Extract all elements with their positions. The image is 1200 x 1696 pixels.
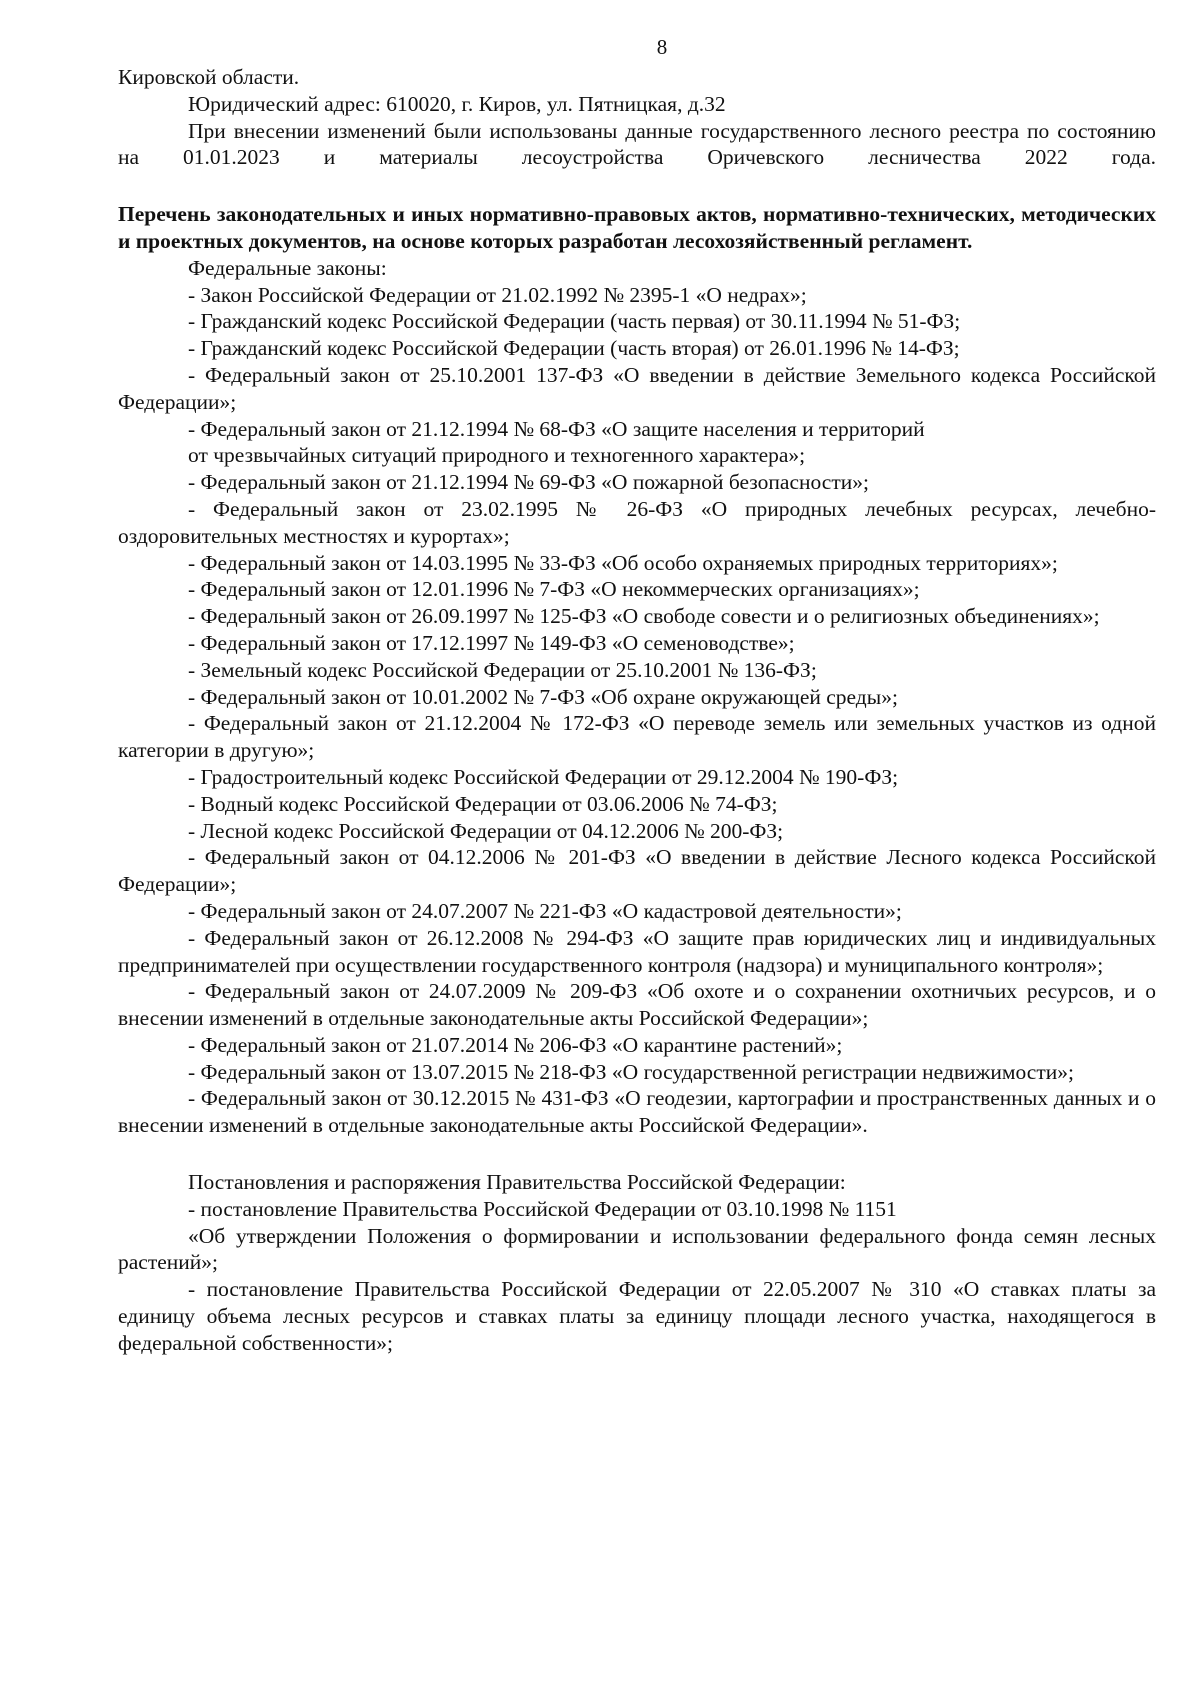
law-item: - Федеральный закон от 17.12.1997 № 149-ФЗ «О семеноводстве»;: [188, 630, 795, 655]
law-item: - Федеральный закон от 26.09.1997 № 125-ФЗ «О свободе совести и о религиозных объединениях»;: [188, 604, 1100, 629]
law-item: - Гражданский кодекс Российской Федерации (часть вторая) от 26.01.1996 № 14-ФЗ;: [188, 336, 960, 361]
government-item-2: - постановление Правительства Российской Федерации от 22.05.2007 № 310 «О ставках платы за единицу объема лесных ресурсов и ставках платы за единицу площади лесного участка, находящегося в федеральной собственности»;: [118, 1277, 1156, 1355]
law-item: - Федеральный закон от 24.07.2007 № 221-ФЗ «О кадастровой деятельности»;: [188, 898, 902, 923]
government-item-1-line-2: «Об утверждении Положения о формировании и использовании федерального фонда семян лесных растений»;: [118, 1223, 1156, 1275]
law-item: - Лесной кодекс Российской Федерации от 04.12.2006 № 200-ФЗ;: [188, 818, 784, 843]
law-item: - Федеральный закон от 12.01.1996 № 7-ФЗ «О некоммерческих организациях»;: [188, 577, 920, 602]
law-item: - Земельный кодекс Российской Федерации от 25.10.2001 № 136-ФЗ;: [188, 657, 817, 682]
law-item: - Федеральный закон от 21.12.2004 № 172-ФЗ «О переводе земель или земельных участков из одной категории в другую»;: [118, 711, 1156, 763]
law-item: - Водный кодекс Российской Федерации от 03.06.2006 № 74-ФЗ;: [188, 791, 778, 816]
law-item: - Градостроительный кодекс Российской Федерации от 29.12.2004 № 190-ФЗ;: [188, 764, 899, 789]
law-item-continuation: от чрезвычайных ситуаций природного и техногенного характера»;: [188, 443, 806, 468]
law-item: - Федеральный закон от 21.12.1994 № 68-ФЗ «О защите населения и территорий: [188, 416, 925, 441]
law-item: - Федеральный закон от 30.12.2015 № 431-ФЗ «О геодезии, картографии и пространственных данных и о внесении изменений в отдельные законодательные акты Российской Федерации».: [118, 1086, 1156, 1138]
federal-laws-list: [118, 282, 1156, 1140]
government-title: Постановления и распоряжения Правительства Российской Федерации:: [188, 1170, 846, 1195]
law-item: - Федеральный закон от 21.07.2014 № 206-ФЗ «О карантине растений»;: [188, 1032, 843, 1057]
government-item-1-line-1: - постановление Правительства Российской Федерации от 03.10.1998 № 1151: [188, 1196, 897, 1221]
law-item: - Гражданский кодекс Российской Федерации (часть первая) от 30.11.1994 № 51-ФЗ;: [188, 309, 961, 334]
intro-line-address: Юридический адрес: 610020, г. Киров, ул. Пятницкая, д.32: [188, 91, 726, 116]
law-item: - Федеральный закон от 10.01.2002 № 7-ФЗ «Об охране окружающей среды»;: [188, 684, 898, 709]
law-item: - Закон Российской Федерации от 21.02.1992 № 2395-1 «О недрах»;: [188, 282, 807, 307]
law-item: - Федеральный закон от 13.07.2015 № 218-ФЗ «О государственной регистрации недвижимости»;: [188, 1059, 1074, 1084]
law-item: - Федеральный закон от 14.03.1995 № 33-ФЗ «Об особо охраняемых природных территориях»;: [188, 550, 1058, 575]
intro-paragraph-sources: При внесении изменений были использованы данные государственного лесного реестра по состоянию на 01.01.2023 и материалы лесоустройства Оричевского лесничества 2022 года.: [118, 118, 1156, 170]
intro-line-region: Кировской области.: [118, 65, 300, 89]
section-gap: [118, 1139, 1156, 1169]
law-item: - Федеральный закон от 25.10.2001 137-ФЗ «О введении в действие Земельного кодекса Российской Федерации»;: [118, 362, 1156, 414]
law-item: - Федеральный закон от 26.12.2008 № 294-ФЗ «О защите прав юридических лиц и индивидуальных предпринимателей при осуществлении государственного контроля (надзора) и муниципального контроля»;: [118, 925, 1156, 977]
law-item: - Федеральный закон от 21.12.1994 № 69-ФЗ «О пожарной безопасности»;: [188, 470, 869, 495]
law-item: - Федеральный закон от 24.07.2009 № 209-ФЗ «Об охоте и о сохранении охотничьих ресурсов, и о внесении изменений в отдельные законодательные акты Российской Федерации»;: [118, 979, 1156, 1031]
page-number: 8: [656, 35, 668, 59]
law-item: - Федеральный закон от 23.02.1995 № 26-ФЗ «О природных лечебных ресурсах, лечебно-оздоровительных местностях и курортах»;: [118, 496, 1156, 548]
law-item: - Федеральный закон от 04.12.2006 № 201-ФЗ «О введении в действие Лесного кодекса Российской Федерации»;: [118, 845, 1156, 897]
section-heading: Перечень законодательных и иных нормативно-правовых актов, нормативно-технических, методических и проектных документов, на основе которых разработан лесохозяйственный регламент.: [118, 202, 1156, 253]
federal-laws-title: Федеральные законы:: [188, 255, 387, 280]
